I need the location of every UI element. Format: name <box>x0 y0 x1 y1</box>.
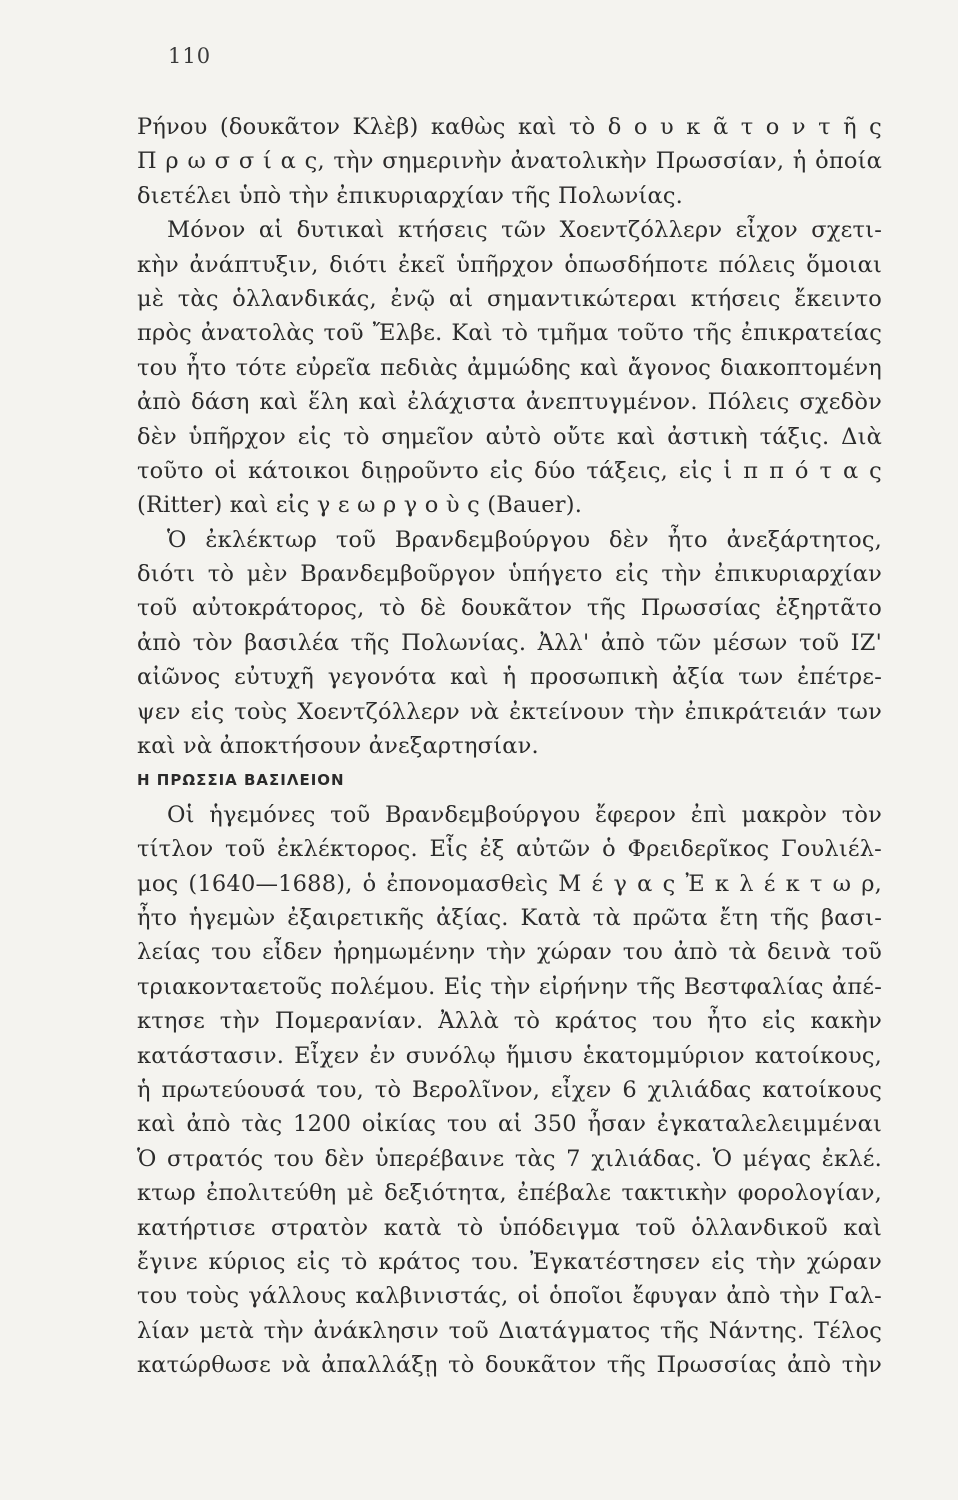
text-line: διότι τὸ μὲν Βρανδεμβοῦργον ὑπήγετο εἰς τὴν ἐπικυριαρχίαν <box>137 561 882 588</box>
text-line: μος (1640—1688), ὁ ἐπονομασθεὶς Μ έ γ α ς Ἐ κ λ έ κ τ ω ρ, <box>137 870 882 897</box>
text-line: ἀπὸ δάση καὶ ἕλη καὶ ἐλάχιστα ἀνεπτυγμένον. Πόλεις σχεδὸν <box>137 389 882 416</box>
text-line: κατώρθωσε νὰ ἀπαλλάξῃ τὸ δουκᾶτον τῆς Πρωσσίας ἀπὸ τὴν <box>137 1352 882 1379</box>
text-line: του τοὺς γάλλους καλβινιστάς, οἱ ὁποῖοι ἔφυγαν ἀπὸ τὴν Γαλ- <box>137 1283 882 1310</box>
text-line: τριακονταετοῦς πολέμου. Εἰς τὴν εἰρήνην τῆς Βεστφαλίας ἀπέ- <box>137 973 882 1000</box>
text-line: πρὸς ἀνατολὰς τοῦ Ἔλβε. Καὶ τὸ τμῆμα τοῦτο τῆς ἐπικρατείας <box>137 320 882 347</box>
text-line: λίαν μετὰ τὴν ἀνάκλησιν τοῦ Διατάγματος τῆς Νάντης. Τέλος <box>137 1317 882 1344</box>
text-line: Ὁ στρατός του δὲν ὑπερέβαινε τὰς 7 χιλιάδας. Ὁ μέγας ἐκλέ. <box>137 1145 882 1172</box>
paragraphs-before-heading <box>137 110 882 763</box>
text-line: αἰῶνος εὐτυχῆ γεγονότα καὶ ἡ προσωπικὴ ἀξία των ἐπέτρε- <box>137 664 882 691</box>
text-line: τοῦ αὐτοκράτορος, τὸ δὲ δουκᾶτον τῆς Πρωσσίας ἐξηρτᾶτο <box>137 595 882 622</box>
text-line: (Ritter) καὶ εἰς γ ε ω ρ γ ο ὺ ς (Bauer). <box>137 492 583 519</box>
text-line: Π ρ ω σ σ ί α ς, τὴν σημερινὴν ἀνατολικὴν Πρωσσίαν, ἡ ὁποία <box>137 148 882 175</box>
page-number: 110 <box>168 44 212 68</box>
text-line: ἡ πρωτεύουσά του, τὸ Βερολῖνον, εἶχεν 6 χιλιάδας κατοίκους <box>137 1076 882 1103</box>
text-line: κτωρ ἐπολιτεύθη μὲ δεξιότητα, ἐπέβαλε τακτικὴν φορολογίαν, <box>137 1180 882 1207</box>
text-line: δὲν ὑπῆρχον εἰς τὸ σημεῖον αὐτὸ οὔτε καὶ ἀστικὴ τάξις. Διὰ <box>137 423 882 450</box>
text-line: Ρήνου (δουκᾶτον Κλὲβ) καθὼς καὶ τὸ δ ο υ κ ᾶ τ ο ν τ ῆ ς <box>137 114 882 140</box>
text-line: ἦτο ἡγεμὼν ἐξαιρετικῆς ἀξίας. Κατὰ τὰ πρῶτα ἔτη τῆς βασι- <box>137 904 882 931</box>
text-line: τίτλον τοῦ ἐκλέκτορος. Εἷς ἐξ αὐτῶν ὁ Φρειδερῖκος Γουλιέλ- <box>137 836 882 863</box>
paragraphs-after-heading <box>137 798 882 1383</box>
text-line: κατάστασιν. Εἶχεν ἐν συνόλῳ ἥμισυ ἑκατομμύριον κατοίκους, <box>137 1042 882 1069</box>
text-line: μὲ τὰς ὁλλανδικάς, ἐνῷ αἱ σημαντικώτεραι κτήσεις ἔκειντο <box>137 285 882 312</box>
text-line: καὶ ἀπὸ τὰς 1200 οἰκίας του αἱ 350 ἦσαν ἐγκαταλελειμμέναι <box>137 1111 882 1138</box>
text-line: διετέλει ὑπὸ τὴν ἐπικυριαρχίαν τῆς Πολωνίας. <box>137 182 684 209</box>
text-line: τοῦτο οἱ κάτοικοι διῃροῦντο εἰς δύο τάξεις, εἰς ἱ π π ό τ α ς <box>137 457 882 484</box>
text-line: ψεν εἰς τοὺς Χοεντζόλλερν νὰ ἐκτείνουν τὴν ἐπικράτειάν των <box>137 698 882 725</box>
text-line: καὶ νὰ ἀποκτήσουν ἀνεξαρτησίαν. <box>137 733 539 760</box>
text-line: ἔγινε κύριος εἰς τὸ κράτος του. Ἐγκατέστησεν εἰς τὴν χώραν <box>137 1248 882 1275</box>
section-heading: Η ΠΡΩΣΣΙΑ ΒΑΣΙΛΕΙΟΝ <box>137 771 345 790</box>
text-line: ἀπὸ τὸν βασιλέα τῆς Πολωνίας. Ἀλλ' ἀπὸ τῶν μέσων τοῦ ΙΖ' <box>137 629 882 656</box>
text-line: Ὁ ἐκλέκτωρ τοῦ Βρανδεμβούργου δὲν ἦτο ἀνεξάρτητος, <box>167 526 882 553</box>
text-line: Μόνον αἱ δυτικαὶ κτήσεις τῶν Χοεντζόλλερν εἶχον σχετι- <box>167 217 882 244</box>
text-line: του ἦτο τότε εὐρεῖα πεδιὰς ἀμμώδης καὶ ἄγονος διακοπτομένη <box>137 354 882 381</box>
text-line: κὴν ἀνάπτυξιν, διότι ἐκεῖ ὑπῆρχον ὁπωσδήποτε πόλεις ὅμοιαι <box>137 251 882 278</box>
text-line: Οἱ ἡγεμόνες τοῦ Βρανδεμβούργου ἔφερον ἐπὶ μακρὸν τὸν <box>167 801 882 828</box>
text-line: κτησε τὴν Πομερανίαν. Ἀλλὰ τὸ κράτος του ἦτο εἰς κακὴν <box>137 1008 882 1035</box>
text-line: λείας του εἶδεν ἠρημωμένην τὴν χώραν του ἀπὸ τὰ δεινὰ τοῦ <box>137 939 882 966</box>
text-line: κατήρτισε στρατὸν κατὰ τὸ ὑπόδειγμα τοῦ ὁλλανδικοῦ καὶ <box>137 1214 882 1241</box>
body-text <box>137 110 882 1382</box>
